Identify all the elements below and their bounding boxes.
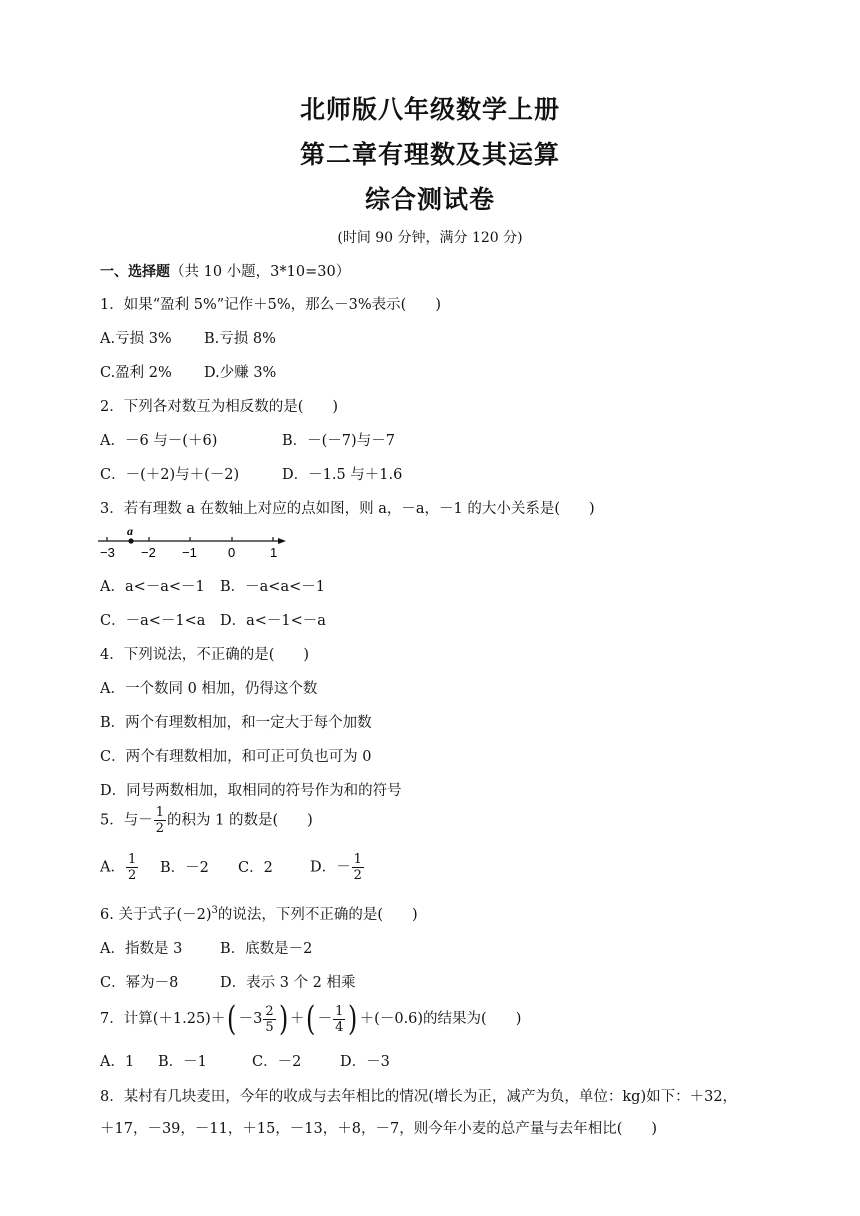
exam-title-line2: 第二章有理数及其运算 [299,140,560,169]
left-bracket-icon: ( [227,999,237,1039]
q6-option-b: B．底数是－2 [220,941,313,957]
tick-label-1: 1 [270,545,278,560]
q8-stem-line2: ＋17，－39，－11，＋15，－13，＋8，－7，则今年小麦的总产量与去年相比( ) [100,1121,658,1137]
q3-stem: 3．若有理数 a 在数轴上对应的点如图，则 a，－a，－1 的大小关系是( ) [100,501,595,517]
q6-stem-post: 的说法，下列不正确的是( ) [217,907,418,923]
section-heading-text: 一、选择题 [100,264,170,280]
q7-term2-sign: － [317,1011,333,1027]
q2-option-c: C．－(＋2)与＋(－2) [100,467,240,483]
fraction-numerator: 2 [265,1003,274,1019]
q5-option-a [100,852,160,883]
right-bracket-icon: ) [348,999,358,1039]
q3-option-c: C．－a<－1<a [100,613,206,629]
point-a-label: a [127,524,133,538]
q6-stem-pre: 6. 关于式子(－2) [100,907,212,923]
q1-options-row1 [100,327,276,348]
q3-options-row2 [100,609,326,630]
q2-option-b: B．－(－7)与－7 [282,433,395,449]
q4-stem: 4．下列说法，不正确的是( ) [100,647,310,663]
q6-option-d: D．表示 3 个 2 相乘 [220,975,356,991]
section-heading-note: （共 10 小题，3*10=30） [170,264,351,280]
q7-stem-post: ＋(－0.6)的结果为( ) [359,1011,522,1027]
q1-option-b: B.亏损 8% [204,331,276,347]
q5-option-d-fraction [352,852,364,883]
q5-option-a-label: A． [100,859,125,876]
fraction-denominator: 2 [353,868,362,883]
q5-stem-fraction [154,805,166,836]
q1-option-c: C.盈利 2% [100,365,172,381]
fraction-numerator: 1 [127,852,137,867]
fraction-denominator: 2 [127,868,137,883]
q7-term1-whole: －3 [238,1011,263,1027]
q7-term2-fraction [333,1004,345,1035]
q7-options [100,1050,390,1071]
fraction-numerator: 1 [155,805,165,820]
q6-option-c: C．幂为－8 [100,975,179,991]
exam-title-line3: 综合测试卷 [364,185,495,214]
q5-option-d [310,852,365,883]
fraction-denominator: 4 [335,1019,344,1035]
q7-option-d: D．－3 [340,1054,390,1070]
q4-option-d: D．同号两数相加，取相同的符号作为和的符号 [100,783,402,799]
q7-plus: ＋ [289,1011,305,1027]
q6-option-a: A．指数是 3 [100,941,183,957]
q7-option-a: A．1 [100,1054,135,1070]
q5-options [100,852,365,883]
q5-option-c: C．2 [238,859,273,876]
right-bracket-icon: ) [278,999,288,1039]
q6-stem [100,903,418,924]
q6-exponent: 3 [211,905,218,917]
q3-option-d: D．a<－1<－a [220,613,326,629]
q8-stem-line1: 8．某村有几块麦田，今年的收成与去年相比的情况(增长为正，减产为负，单位：kg)如下：＋32， [100,1089,738,1105]
exam-title-line1: 北师版八年级数学上册 [299,95,560,124]
q2-options-row1 [100,429,395,450]
tick-label-0: 0 [228,545,236,560]
q1-option-a: A.亏损 3% [100,331,172,347]
q6-options-row1 [100,937,312,958]
exam-subtitle: (时间 90 分钟，满分 120 分) [337,230,523,246]
fraction-denominator: 5 [265,1019,274,1035]
q1-options-row2 [100,361,276,382]
q6-options-row2 [100,971,356,992]
q2-option-a: A．－6 与－(＋6) [100,433,218,449]
q5-option-a-fraction [126,852,138,883]
q5-stem-post: 的积为 1 的数是( ) [167,812,313,829]
q5-stem [100,805,313,836]
q2-option-d: D．－1.5 与＋1.6 [282,467,403,483]
q3-option-a: A．a<－a<－1 [100,579,205,595]
fraction-numerator: 1 [353,852,362,867]
q5-stem-pre: 5．与－ [100,812,153,829]
number-line-arrow [278,538,286,544]
left-bracket-icon: ( [306,999,316,1039]
q4-option-a: A．一个数同 0 相加，仍得这个数 [100,681,318,697]
q4-option-b: B．两个有理数相加，和一定大于每个加数 [100,715,372,731]
q2-options-row2 [100,463,402,484]
q7-stem-pre: 7．计算(＋1.25)＋ [100,1011,226,1027]
q7-stem [100,999,522,1039]
fraction-denominator: 2 [155,821,165,836]
point-a-dot [128,538,133,543]
tick-label-neg3: −3 [100,545,115,560]
q3-option-b: B．－a<a<－1 [220,579,325,595]
q5-option-b: B．－2 [160,859,209,876]
q1-stem: 1．如果“盈利 5%”记作＋5%，那么－3%表示( ) [100,297,441,313]
q3-options-row1 [100,575,325,596]
q7-option-b: B．－1 [158,1054,207,1070]
q2-stem: 2．下列各对数互为相反数的是( ) [100,399,339,415]
q4-option-c: C．两个有理数相加，和可正可负也可为 0 [100,749,372,765]
fraction-numerator: 1 [335,1003,344,1019]
tick-label-neg2: −2 [141,545,156,560]
section-heading [100,260,350,281]
q7-term1-fraction [263,1004,275,1035]
tick-label-neg1: −1 [182,545,197,560]
q1-option-d: D.少赚 3% [204,365,277,381]
q5-option-d-label: D．－ [310,859,351,876]
q7-option-c: C．－2 [252,1054,302,1070]
q3-number-line [96,524,296,560]
